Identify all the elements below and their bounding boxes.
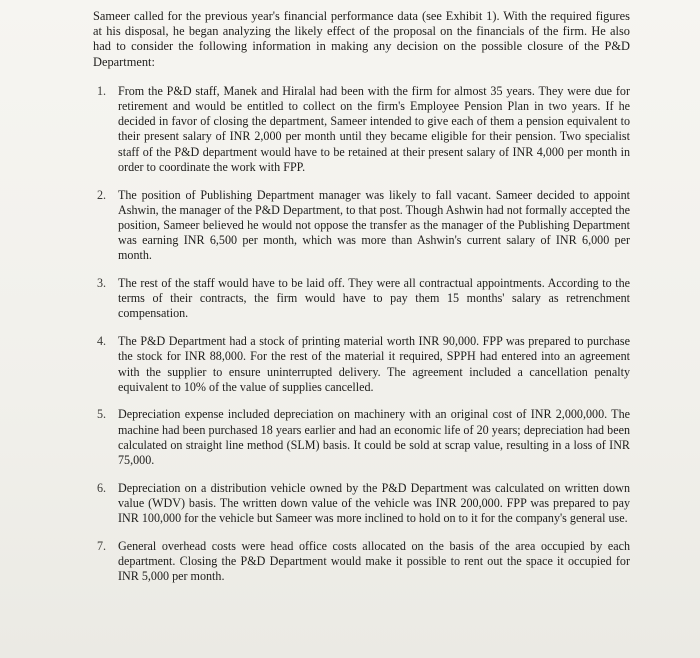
item-text: The position of Publishing Department manager was likely to fall vacant. Sameer decided to appoint Ashwin, the manager of the P&D Department, to that post. Though Ashwin had not formally accepted the position, Sameer believed he would not oppose the transfer as the manager of the Publishing Department was earning INR 6,500 per month, which was more than Ashwin's current salary of INR 6,000 per month.: [118, 187, 630, 263]
item-text: General overhead costs were head office costs allocated on the basis of the area occupied by each department. Closing the P&D Department would make it possible to rent out the space it occupied for INR 5,000 per month.: [118, 538, 630, 584]
item-text: Depreciation on a distribution vehicle owned by the P&D Department was calculated on written down value (WDV) basis. The written down value of the vehicle was INR 200,000. FPP was prepared to pay INR 100,000 for the vehicle but Sameer was more inclined to hold on to it for the company's general use.: [118, 480, 630, 526]
item-number: 3.: [97, 276, 107, 291]
list-item: [93, 84, 630, 175]
list-item: [93, 407, 630, 468]
item-number: 7.: [97, 538, 107, 553]
item-text: The rest of the staff would have to be laid off. They were all contractual appointments. According to the terms of their contracts, the firm would have to pay them 15 months' salary as retrenchment compensation.: [118, 276, 630, 321]
list-item: [93, 188, 630, 264]
item-text: The P&D Department had a stock of printing material worth INR 90,000. FPP was prepared to purchase the stock for INR 88,000. For the rest of the material it required, SPPH had entered into an agreement with the supplier to ensure uninterrupted delivery. The agreement included a cancellation penalty equivalent to 10% of the value of supplies cancelled.: [118, 334, 630, 394]
considerations-list: [93, 84, 630, 585]
item-number: 4.: [97, 334, 107, 349]
item-number: 5.: [97, 407, 107, 422]
item-number: 1.: [97, 83, 107, 98]
list-item: [93, 334, 630, 395]
item-number: 6.: [97, 480, 107, 495]
item-text: Depreciation expense included depreciation on machinery with an original cost of INR 2,000,000. The machine had been purchased 18 years earlier and had an economic life of 20 years; depreciation had been calculated on straight line method (SLM) basis. It could be sold at scrap value, resulting in a loss of INR 75,000.: [118, 407, 630, 468]
intro-paragraph: Sameer called for the previous year's financial performance data (see Exhibit 1). With the required figures at his disposal, he began analyzing the likely effect of the proposal on the financials of the firm. He also had to consider the following information in making any decision on the possible closure of the P&D Department:: [93, 9, 630, 69]
list-item: [93, 481, 630, 527]
list-item: [93, 276, 630, 322]
list-item: [93, 539, 630, 585]
item-text: From the P&D staff, Manek and Hiralal had been with the firm for almost 35 years. They were due for retirement and would be entitled to collect on the firm's Employee Pension Plan in two years. If he decided in favor of closing the department, Sameer intended to give each of them a pension equivalent to their present salary of INR 2,000 per month until they became eligible for their pension. Two specialist staff of the P&D department would have to be retained at their present salary of INR 4,000 per month in order to coordinate the work with FPP.: [118, 83, 630, 174]
item-number: 2.: [97, 187, 107, 202]
